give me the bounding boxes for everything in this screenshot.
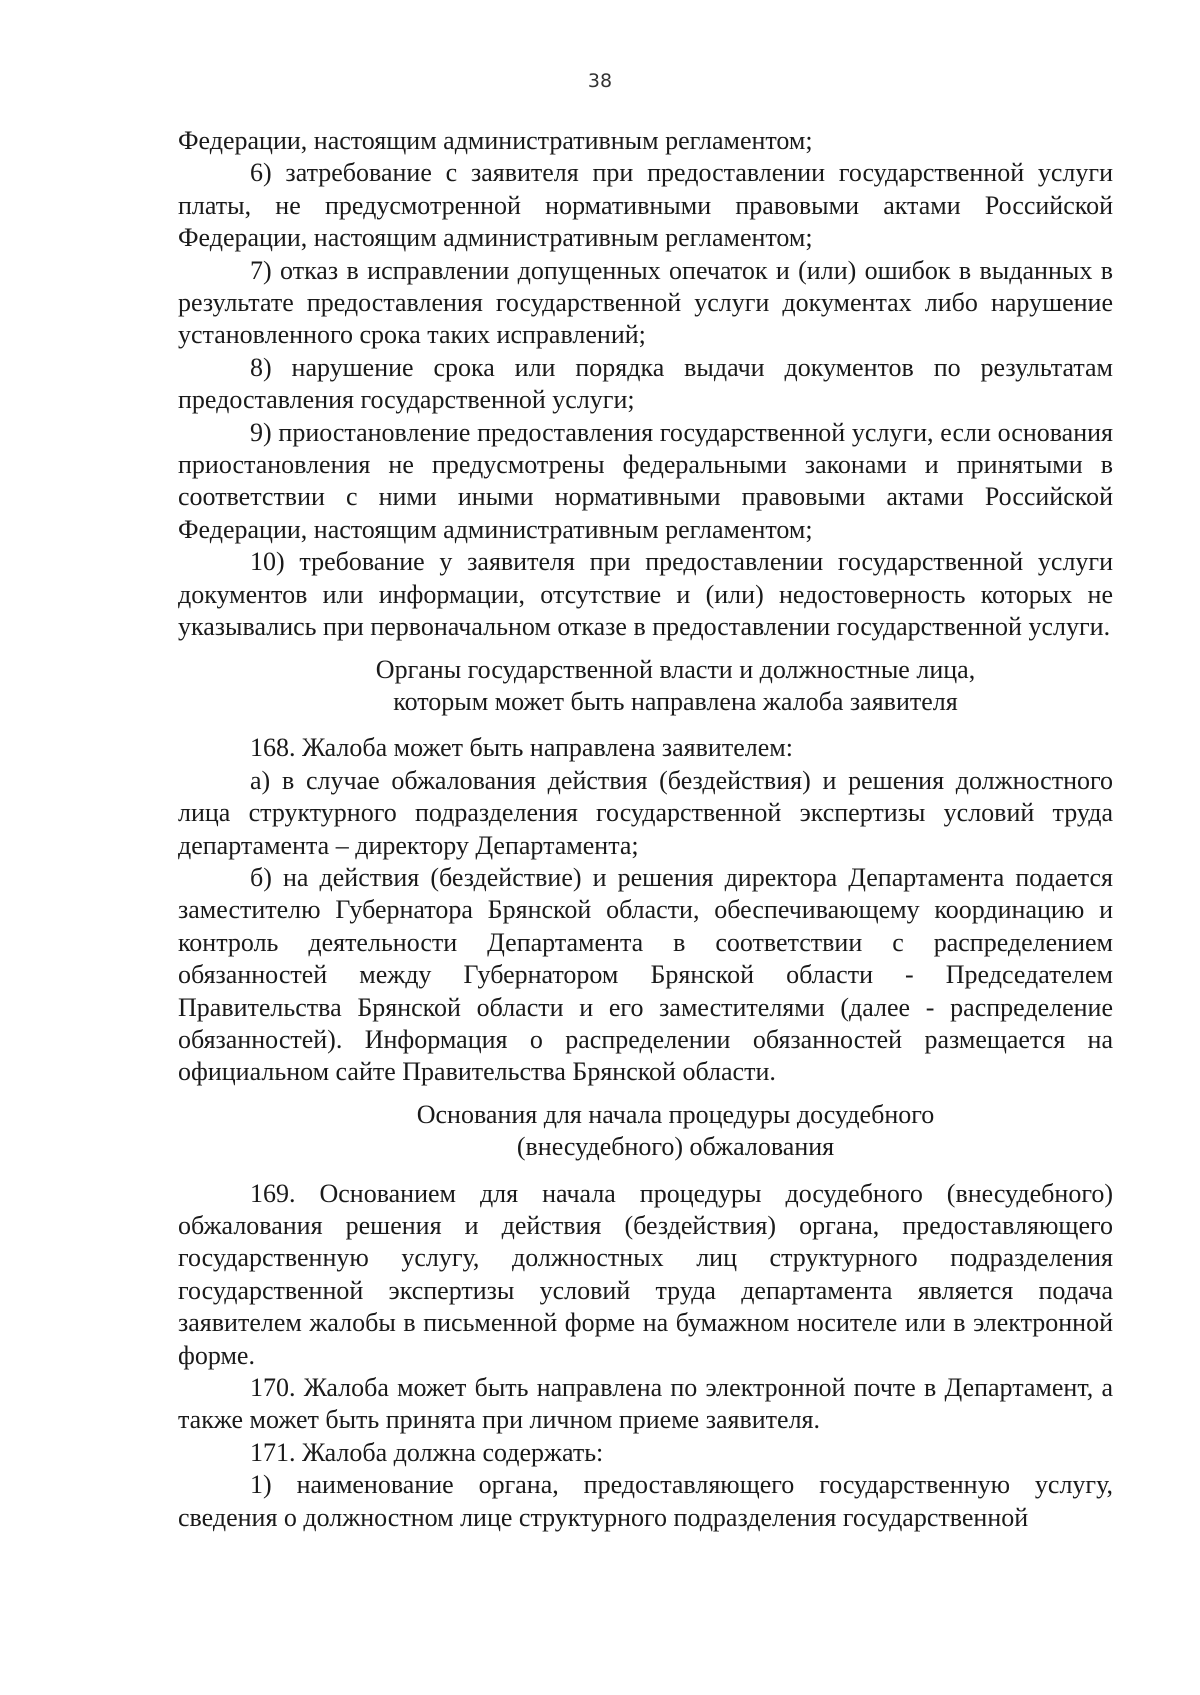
paragraph-item-6: 6) затребование с заявителя при предоставлении государственной услуги платы, не предусмотренной нормативными правовыми актами Российской Федерации, настоящим административным регламентом;: [178, 158, 1113, 253]
paragraph-item-7: 7) отказ в исправлении допущенных опечаток и (или) ошибок в выданных в результате предоставления государственной услуги документах либо нарушение установленного срока таких исправлений;: [178, 255, 1113, 350]
section-heading-authorities: [178, 654, 1113, 719]
heading-line: (внесудебного) обжалования: [516, 1132, 835, 1162]
paragraph-170: 170. Жалоба может быть направлена по электронной почте в Департамент, а также может быть принята при личном приеме заявителя.: [178, 1373, 1113, 1435]
paragraph-continuation: Федерации, настоящим административным регламентом;: [178, 126, 813, 155]
paragraph-171: 171. Жалоба должна содержать:: [250, 1437, 604, 1467]
heading-line: Органы государственной власти и должностные лица,: [375, 654, 976, 684]
paragraph-item-9: 9) приостановление предоставления государственной услуги, если основания приостановления не предусмотрены федеральными законами и принятыми в соответствии с ними иными нормативными правовыми актами Российской Федерации, настоящим административным регламентом;: [178, 417, 1113, 544]
document-body: [178, 125, 1113, 1534]
paragraph-168: 168. Жалоба может быть направлена заявителем:: [250, 733, 793, 763]
page-number: 38: [587, 70, 613, 92]
section-heading-grounds: [178, 1099, 1113, 1164]
paragraph-169: 169. Основанием для начала процедуры досудебного (внесудебного) обжалования решения и действия (бездействия) органа, предоставляющего государственную услугу, должностных лиц структурного подразделения государственной экспертизы условий труда департамента является подача заявителем жалобы в письменной форме на бумажном носителе или в электронной форме.: [178, 1178, 1113, 1370]
paragraph-item-8: 8) нарушение срока или порядка выдачи документов по результатам предоставления государственной услуги;: [178, 352, 1113, 415]
paragraph-168-a: а) в случае обжалования действия (бездействия) и решения должностного лица структурного подразделения государственной экспертизы условий труда департамента – директору Департамента;: [178, 765, 1113, 860]
heading-line: Основания для начала процедуры досудебного: [416, 1099, 935, 1129]
paragraph-171-1: 1) наименование органа, предоставляющего государственную услугу, сведения о должностном лице структурного подразделения государственной: [178, 1470, 1113, 1532]
heading-line: которым может быть направлена жалоба заявителя: [393, 686, 958, 716]
paragraph-item-10: 10) требование у заявителя при предоставлении государственной услуги документов или информации, отсутствие и (или) недостоверность которых не указывались при первоначальном отказе в предоставлении государственной услуги.: [178, 547, 1113, 642]
paragraph-168-b: б) на действия (бездействие) и решения директора Департамента подается заместителю Губернатора Брянской области, обеспечивающему координацию и контроль деятельности Департамента в соответствии с распределением обязанностей между Губернатором Брянской области - Председателем Правительства Брянской области и его заместителями (далее - распределение обязанностей). Информация о распределении обязанностей размещается на официальном сайте Правительства Брянской области.: [178, 862, 1113, 1087]
